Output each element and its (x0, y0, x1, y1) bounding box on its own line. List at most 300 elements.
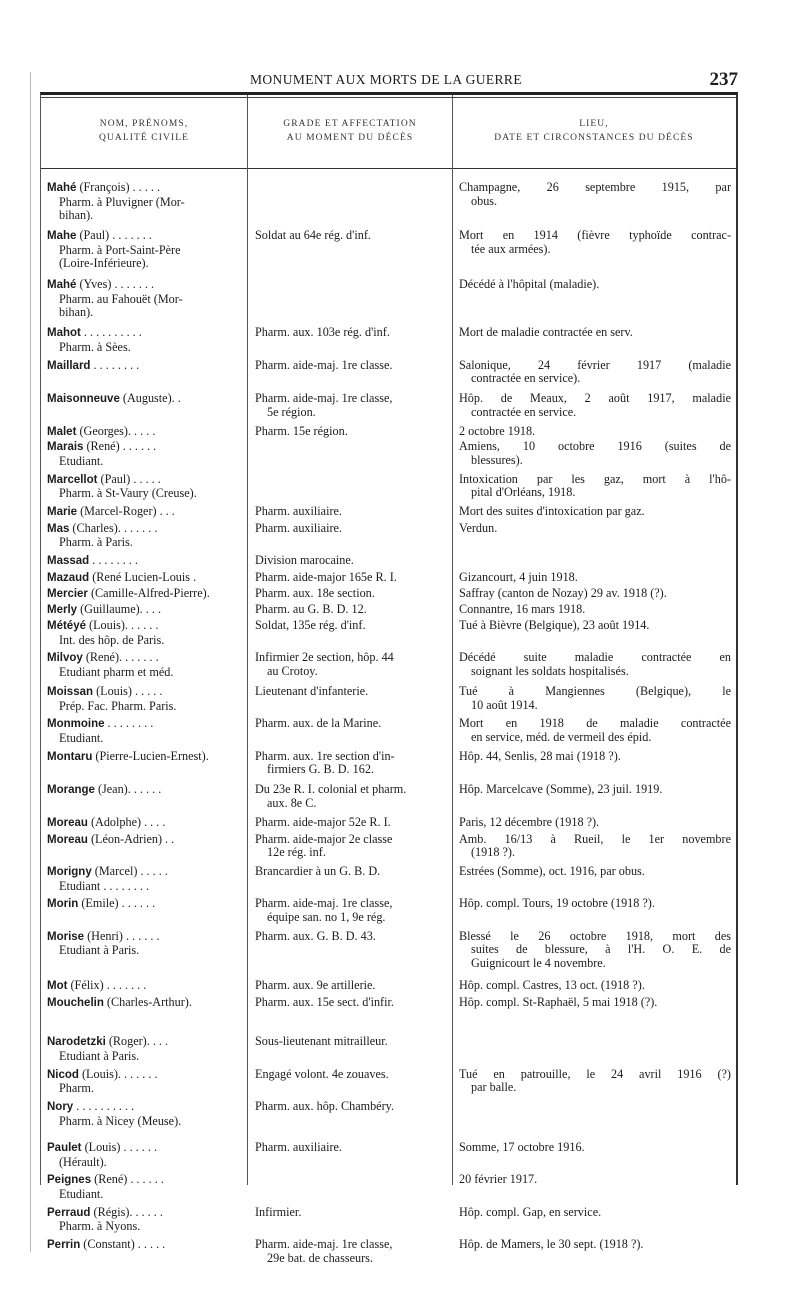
grade-line: Pharm. auxiliaire. (255, 521, 342, 535)
surname: Nory (47, 1101, 74, 1114)
given-names: . . . . . . . . (104, 717, 154, 731)
surname: Perraud (47, 1206, 91, 1219)
death-line: Hôp. 44, Senlis, 28 mai (1918 ?). (459, 749, 621, 763)
surname: Moissan (47, 686, 94, 698)
surname: Morin (47, 898, 79, 911)
grade-line: Pharm. aux. G. B. D. 43. (255, 929, 376, 943)
name-cell (47, 440, 247, 468)
grade-line: 5e région. (267, 405, 316, 419)
given-names: . . . . . . . . . . (73, 1100, 135, 1114)
death-line: Estrées (Somme), oct. 1916, par obus. (459, 865, 645, 878)
grade-cell (255, 1068, 451, 1082)
death-cell (459, 619, 731, 633)
given-names: (Marcel-Roger) . . . (77, 505, 175, 518)
name-line (47, 440, 247, 455)
name-line (47, 865, 247, 880)
grade-cell (255, 229, 451, 243)
name-line (47, 1068, 247, 1083)
name-cell (47, 425, 247, 440)
death-line: Hôp. de Mamers, le 30 sept. (1918 ?). (459, 1238, 644, 1252)
death-cell (459, 816, 731, 830)
name-cell (47, 181, 247, 223)
death-line: Hôp. Marcelcave (Somme), 23 juil. 1919. (459, 783, 663, 797)
name-cell (47, 1068, 247, 1096)
death-line: Mort en 1914 (fièvre typhoïde contrac- (459, 229, 731, 242)
death-line: 10 août 1914. (471, 698, 538, 712)
grade-line: Lieutenant d'infanterie. (255, 685, 369, 698)
name-cell (47, 1035, 247, 1063)
surname: Mahé (47, 182, 77, 194)
name-line (47, 996, 247, 1011)
grade-cell (255, 1100, 451, 1114)
grade-line: Pharm. aux. 103e rég. d'inf. (255, 326, 390, 340)
grade-cell (255, 571, 451, 585)
death-line: Hôp. compl. Gap, en service. (459, 1205, 602, 1219)
civil-status: bihan). (59, 306, 94, 320)
name-line (47, 587, 247, 602)
column-header-grade (248, 117, 452, 145)
death-cell (459, 181, 731, 208)
civil-status: bihan). (59, 209, 94, 223)
page-number: 237 (709, 69, 738, 90)
name-line (47, 685, 247, 700)
surname: Mouchelin (47, 996, 104, 1009)
given-names: (René). . . . . . . (82, 651, 159, 665)
death-cell (459, 326, 731, 340)
name-line (47, 571, 247, 586)
surname: Moreau (47, 833, 88, 846)
death-cell (459, 473, 731, 500)
running-head (40, 69, 740, 92)
grade-line: Pharm. aide-major 2e classe (255, 832, 393, 846)
given-names: . . . . . . . . (90, 358, 140, 372)
name-line (47, 1173, 247, 1188)
grade-line: Infirmier. (255, 1205, 302, 1219)
death-line: Gizancourt, 4 juin 1918. (459, 571, 578, 584)
death-line: tée aux armées). (471, 242, 551, 256)
given-names: . . . . . . . . (89, 554, 138, 568)
name-cell (47, 619, 247, 647)
name-cell (47, 816, 247, 831)
civil-status: Pharm. à Sèes. (59, 340, 131, 354)
civil-status: Pharm. à Nicey (Meuse). (59, 1114, 182, 1128)
civil-status: (Loire-Inférieure). (59, 257, 149, 271)
death-line: Paris, 12 décembre (1918 ?). (459, 815, 600, 829)
death-cell (459, 278, 731, 292)
grade-line: Brancardier à un G. B. D. (255, 865, 381, 878)
death-line: Verdun. (459, 521, 498, 535)
name-line (47, 473, 247, 488)
death-line: Tué à Mangiennes (Belgique), le (459, 685, 731, 698)
grade-cell (255, 425, 451, 439)
name-cell (47, 473, 247, 501)
death-line: Mort de maladie contractée en serv. (459, 326, 633, 340)
grade-line: Sous-lieutenant mitrailleur. (255, 1035, 388, 1049)
death-cell (459, 571, 731, 585)
memorial-table (40, 92, 738, 1265)
grade-line: Soldat, 135e rég. d'inf. (255, 619, 366, 632)
name-cell (47, 717, 247, 745)
name-line (47, 979, 247, 994)
grade-cell (255, 603, 451, 617)
grade-cell (255, 865, 451, 879)
given-names: (Louis). . . . . . . (78, 1067, 158, 1081)
grade-cell (255, 1035, 451, 1049)
surname: Peignes (47, 1174, 92, 1187)
death-line: Mort des suites d'intoxication par gaz. (459, 505, 645, 518)
name-line (47, 522, 247, 537)
name-line (47, 1035, 247, 1050)
grade-cell (255, 717, 451, 731)
surname: Merly (47, 604, 78, 617)
civil-status: Etudiant à Paris. (59, 944, 140, 958)
given-names: (Georges). . . . . (76, 424, 156, 438)
grade-cell (255, 554, 451, 568)
civil-status: Etudiant à Paris. (59, 1049, 140, 1063)
given-names: (Louis) . . . . . (93, 685, 163, 698)
death-line: soignant les soldats hospitalisés. (471, 664, 629, 678)
name-line (47, 783, 247, 798)
given-names: (Guillaume). . . . (77, 603, 161, 617)
death-line: (1918 ?). (471, 846, 515, 860)
surname: Mot (47, 980, 68, 992)
name-cell (47, 603, 247, 618)
grade-line: Division marocaine. (255, 554, 354, 568)
given-names: (Félix) . . . . . . . (67, 979, 147, 992)
death-line: Somme, 17 octobre 1916. (459, 1141, 585, 1154)
column-divider (247, 95, 248, 1185)
given-names: (Constant) . . . . . (80, 1238, 166, 1252)
surname: Morange (47, 784, 95, 797)
grade-cell (255, 930, 451, 944)
name-line (47, 326, 247, 341)
grade-cell (255, 619, 451, 633)
grade-line: Pharm. aux. de la Marine. (255, 717, 382, 731)
civil-status: Prép. Fac. Pharm. Paris. (59, 699, 177, 713)
civil-status: Etudiant pharm et méd. (59, 665, 174, 679)
column-header-line: QUALITÉ CIVILE (98, 133, 190, 143)
death-line: contractée en service). (471, 372, 581, 386)
given-names: (Louis). . . . . . (86, 619, 159, 632)
civil-status: Int. des hôp. de Paris. (59, 633, 165, 647)
name-cell (47, 1238, 247, 1253)
death-line: Hôp. compl. St-Raphaël, 5 mai 1918 (?). (459, 995, 658, 1009)
grade-cell (255, 359, 451, 373)
death-line: blessures). (471, 453, 523, 467)
name-line (47, 505, 247, 520)
civil-status: Etudiant. (59, 454, 104, 468)
death-cell (459, 783, 731, 797)
given-names: (François) . . . . . (76, 181, 161, 194)
given-names: (Léon-Adrien) . . (87, 832, 175, 846)
name-cell (47, 326, 247, 354)
grade-cell (255, 326, 451, 340)
grade-cell (255, 522, 451, 536)
surname: Météyé (47, 620, 86, 632)
death-line: Amb. 16/13 à Rueil, le 1er novembre (459, 832, 731, 846)
death-cell (459, 930, 731, 971)
name-line (47, 181, 247, 196)
name-line (47, 425, 247, 440)
death-cell (459, 897, 731, 911)
name-line (47, 278, 247, 293)
given-names: (Charles-Arthur). (103, 995, 192, 1009)
grade-line: Infirmier 2e section, hôp. 44 (255, 651, 394, 665)
death-cell (459, 1238, 731, 1252)
death-line: Tué en patrouille, le 24 avril 1916 (?) (459, 1067, 731, 1081)
given-names: (René Lucien-Louis . (89, 571, 197, 584)
given-names: (Camille-Alfred-Pierre). (87, 586, 210, 600)
column-header-death (453, 117, 735, 145)
death-line: Tué à Bièvre (Belgique), 23 août 1914. (459, 619, 650, 632)
name-cell (47, 554, 247, 569)
name-line (47, 229, 247, 244)
surname: Milvoy (47, 652, 83, 665)
given-names: (Henri) . . . . . . (84, 929, 160, 943)
name-line (47, 1206, 247, 1221)
death-line: Champagne, 26 septembre 1915, par (459, 181, 731, 194)
grade-line: Pharm. 15e région. (255, 424, 348, 438)
death-cell (459, 1141, 731, 1155)
given-names: (Régis). . . . . . (90, 1205, 163, 1219)
given-names: (Paul) . . . . . (97, 472, 161, 486)
table-header (41, 95, 736, 169)
surname: Mahé (47, 279, 77, 292)
death-line: Blessé le 26 octobre 1918, mort des (459, 929, 731, 943)
surname: Maillard (47, 359, 91, 372)
death-cell (459, 685, 731, 712)
surname: Massad (47, 555, 90, 568)
surname: Morigny (47, 866, 92, 878)
surname: Monmoine (47, 718, 105, 731)
name-cell (47, 1173, 247, 1201)
given-names: (Paul) . . . . . . . (76, 229, 152, 242)
civil-status: Pharm. au Fahouët (Mor- (59, 292, 183, 306)
name-line (47, 392, 247, 407)
name-line (47, 1141, 247, 1156)
grade-cell (255, 505, 451, 519)
grade-cell (255, 1206, 451, 1220)
column-divider (452, 95, 453, 1185)
death-cell (459, 425, 731, 439)
death-cell (459, 603, 731, 617)
name-cell (47, 571, 247, 586)
grade-line: Pharm. auxiliaire. (255, 1141, 342, 1154)
grade-line: Pharm. aux. 15e sect. d'infir. (255, 995, 394, 1009)
death-line: Mort en 1918 de maladie contractée (459, 717, 731, 731)
name-cell (47, 587, 247, 602)
name-cell (47, 278, 247, 320)
grade-cell (255, 587, 451, 601)
surname: Morise (47, 930, 85, 943)
death-line: Connantre, 16 mars 1918. (459, 603, 586, 617)
death-cell (459, 1206, 731, 1220)
grade-line: Pharm. aide-maj. 1re classe, (255, 1238, 393, 1252)
given-names: (Adolphe) . . . . (87, 815, 166, 829)
column-header-line: DATE ET CIRCONSTANCES DU DÉCÈS (494, 133, 694, 143)
grade-line: Pharm. aide-major 52e R. I. (255, 815, 391, 829)
given-names: (Yves) . . . . . . . (76, 278, 155, 292)
surname: Malet (47, 425, 77, 438)
grade-cell (255, 1238, 451, 1265)
column-header-name (41, 117, 247, 145)
grade-line: Pharm. auxiliaire. (255, 505, 342, 518)
death-line: par balle. (471, 1081, 517, 1095)
grade-cell (255, 833, 451, 860)
column-header-line: AU MOMENT DU DÉCÈS (286, 133, 414, 143)
name-cell (47, 1141, 247, 1169)
name-cell (47, 996, 247, 1011)
given-names: (Jean). . . . . . (94, 783, 162, 797)
surname: Mas (47, 522, 70, 535)
death-cell (459, 359, 731, 386)
grade-line: Du 23e R. I. colonial et pharm. (255, 783, 407, 797)
name-cell (47, 865, 247, 893)
civil-status: Pharm. à St-Vaury (Creuse). (59, 487, 197, 501)
name-cell (47, 229, 247, 271)
civil-status: Pharm. à Paris. (59, 536, 133, 550)
name-cell (47, 930, 247, 958)
death-line: Décédé suite maladie contractée en (459, 651, 731, 665)
death-cell (459, 651, 731, 678)
civil-status: (Hérault). (59, 1155, 107, 1169)
death-line: Salonique, 24 février 1917 (maladie (459, 358, 731, 372)
death-cell (459, 1173, 731, 1187)
death-line: 20 février 1917. (459, 1173, 538, 1187)
surname: Maisonneuve (47, 393, 120, 406)
name-line (47, 816, 247, 831)
name-cell (47, 833, 247, 848)
surname: Mahot (47, 327, 81, 340)
name-cell (47, 392, 247, 407)
death-cell (459, 865, 731, 879)
grade-line: au Crotoy. (267, 664, 318, 678)
grade-line: Pharm. aide-maj. 1re classe, (255, 897, 393, 911)
given-names: (Pierre-Lucien-Ernest). (92, 749, 209, 763)
name-cell (47, 1100, 247, 1128)
grade-line: Pharm. aux. hôp. Chambéry. (255, 1100, 395, 1114)
surname: Montaru (47, 750, 93, 763)
death-line: Saffray (canton de Nozay) 29 av. 1918 (?). (459, 586, 667, 600)
death-cell (459, 833, 731, 860)
civil-status: Pharm. à Pluvigner (Mor- (59, 195, 185, 209)
given-names: . . . . . . . . . . (80, 326, 142, 340)
name-line (47, 930, 247, 945)
name-line (47, 359, 247, 374)
death-cell (459, 1068, 731, 1095)
surname: Perrin (47, 1239, 81, 1252)
surname: Mahe (47, 230, 77, 242)
death-line: Hôp. de Meaux, 2 août 1917, maladie (459, 392, 731, 406)
death-cell (459, 522, 731, 536)
name-cell (47, 897, 247, 912)
surname: Mazaud (47, 572, 90, 584)
name-cell (47, 505, 247, 520)
surname: Marais (47, 441, 84, 454)
grade-cell (255, 1141, 451, 1155)
death-cell (459, 505, 731, 519)
name-line (47, 1100, 247, 1115)
name-line (47, 717, 247, 732)
civil-status: Pharm. à Nyons. (59, 1220, 141, 1234)
grade-line: équipe san. no 1, 9e rég. (267, 910, 386, 924)
given-names: (Marcel) . . . . . (91, 865, 168, 878)
grade-line: Pharm. aux. 1re section d'in- (255, 749, 395, 763)
given-names: (Louis) . . . . . . (81, 1141, 158, 1154)
death-line: Décédé à l'hôpital (maladie). (459, 278, 600, 292)
grade-line: 29e bat. de chasseurs. (267, 1251, 373, 1265)
grade-cell (255, 651, 451, 678)
surname: Paulet (47, 1142, 82, 1154)
death-line: obus. (471, 194, 498, 208)
death-cell (459, 587, 731, 601)
given-names: (Emile) . . . . . . (78, 897, 156, 911)
name-cell (47, 685, 247, 713)
name-cell (47, 522, 247, 550)
grade-cell (255, 979, 451, 993)
death-cell (459, 392, 731, 419)
column-header-line: GRADE ET AFFECTATION (283, 119, 417, 129)
grade-line: Engagé volont. 4e zouaves. (255, 1067, 389, 1081)
grade-cell (255, 392, 451, 419)
death-cell (459, 229, 731, 256)
surname: Marcellot (47, 473, 98, 486)
running-title: MONUMENT AUX MORTS DE LA GUERRE (250, 72, 522, 87)
given-names: (René) . . . . . . (83, 440, 157, 454)
name-cell (47, 1206, 247, 1234)
civil-status: Pharm. à Port-Saint-Père (59, 243, 181, 257)
name-cell (47, 750, 247, 765)
death-line: en service, méd. de vermeil des épid. (471, 730, 652, 744)
civil-status: Pharm. (59, 1082, 94, 1096)
death-cell (459, 717, 731, 744)
column-header-line: LIEU, (579, 119, 609, 129)
name-cell (47, 979, 247, 994)
name-cell (47, 783, 247, 798)
civil-status: Etudiant . . . . . . . . (59, 879, 150, 893)
grade-line: Pharm. aide-maj. 1re classe, (255, 392, 393, 406)
surname: Narodetzki (47, 1036, 106, 1049)
grade-cell (255, 783, 451, 810)
name-line (47, 554, 247, 569)
given-names: (Roger). . . . (105, 1035, 169, 1049)
given-names: (Charles). . . . . . . (69, 521, 158, 535)
page-margin-rule (30, 72, 31, 1252)
grade-line: 12e rég. inf. (267, 846, 326, 860)
death-line: Hôp. compl. Tours, 19 octobre (1918 ?). (459, 897, 655, 911)
grade-line: Pharm. au G. B. D. 12. (255, 603, 367, 617)
grade-cell (255, 816, 451, 830)
death-cell (459, 440, 731, 467)
name-line (47, 619, 247, 634)
name-line (47, 651, 247, 666)
grade-cell (255, 996, 451, 1010)
column-header-line: NOM, PRÉNOMS, (99, 119, 189, 129)
civil-status: Etudiant. (59, 1187, 104, 1201)
death-line: Amiens, 10 octobre 1916 (suites de (459, 440, 731, 454)
grade-cell (255, 685, 451, 699)
name-line (47, 1238, 247, 1253)
name-cell (47, 359, 247, 374)
name-line (47, 603, 247, 618)
civil-status: Etudiant. (59, 731, 104, 745)
death-cell (459, 979, 731, 993)
name-line (47, 750, 247, 765)
surname: Moreau (47, 816, 88, 829)
grade-line: Soldat au 64e rég. d'inf. (255, 229, 371, 242)
grade-line: Pharm. aux. 18e section. (255, 586, 375, 600)
grade-line: firmiers G. B. D. 162. (267, 763, 374, 777)
